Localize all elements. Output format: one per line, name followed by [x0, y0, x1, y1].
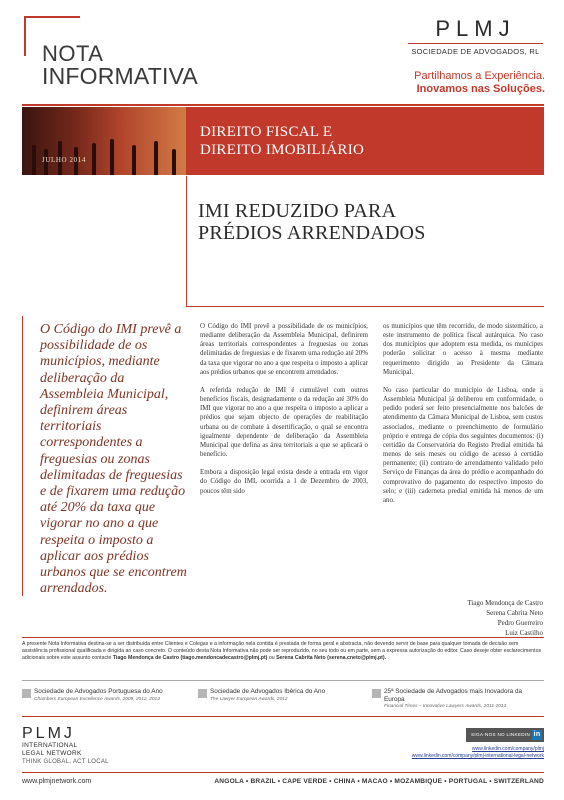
figure-silhouette	[92, 143, 96, 175]
body-column-2	[383, 322, 543, 514]
country-list: ANGOLA • BRAZIL • CAPE VERDE • CHINA • MACAO • MOZAMBIQUE • PORTUGAL • SWITZERLAND	[214, 778, 544, 785]
author-name: Luiz Castilho	[505, 629, 543, 637]
issue-date: JULHO 2014	[42, 156, 86, 164]
award-source: Financial Times – Innovative Lawyers Awards, 2011-2013	[384, 704, 507, 709]
network-logo[interactable]	[22, 726, 142, 765]
banner-photo	[22, 107, 186, 175]
figure-silhouette	[154, 141, 158, 175]
award-icon	[198, 689, 207, 698]
title-rule-left	[186, 176, 187, 307]
corner-rule-top	[24, 16, 80, 18]
tagline	[400, 70, 545, 96]
corner-rule-left	[24, 16, 26, 56]
banner-top-rule	[22, 104, 544, 106]
practice-area-line1: DIREITO FISCAL E	[200, 124, 333, 140]
award-item	[372, 688, 544, 711]
award-item	[198, 688, 366, 703]
footer-rule	[22, 637, 544, 638]
brand-rule	[408, 43, 543, 44]
award-source: Chambers European Excellence Awards, 2009, 2012, 2014	[34, 696, 160, 702]
figure-silhouette	[32, 145, 36, 175]
pull-quote-rule	[22, 316, 23, 596]
figure-silhouette	[132, 145, 136, 175]
brand-subtitle: SOCIEDADE DE ADVOGADOS, RL	[411, 47, 540, 56]
pull-quote: O Código do IMI prevê a possibilidade de os municípios, mediante deliberação da Assembleia Municipal, definirem áreas territoriais correspondentes a freguesias ou zonas delimitadas de freguesias e de fixarem uma redução até 20% da taxa que vigorar no ano a que respeita o imposto a aplicar aos prédios urbanos que se encontrem arrendados.	[40, 322, 187, 597]
article-title-line2: PRÉDIOS ARRENDADOS	[198, 222, 426, 244]
linkedin-link-company[interactable]: www.linkedin.com/company/plmj	[472, 746, 544, 752]
author-name: Serena Cabrita Neto	[486, 609, 543, 617]
network-letters: PLMJ	[22, 725, 75, 742]
paragraph: No caso particular do município de Lisboa, onde a Assembleia Municipal já deliberou em conformidade, o pedido poderá ser feito presencialmente nos balcões de atendimento da Câmara Municipal de Lisboa, sem custos associados, mediante o preenchimento de formulário próprio e entrega de cópia dos seguintes documentos: (i) certidão da Conservatória do Registo Predial emitida há menos de seis meses ou código de acesso à certidão permanente; (ii) contrato de arrendamento validado pelo Serviço de Finanças da área do prédio e acompanhado do comprovativo do pagamento do respectivo imposto do selo; e (iii) caderneta predial emitida há menos de um ano.	[383, 386, 543, 504]
practice-area-line2: DIREITO IMOBILIÁRIO	[200, 142, 365, 158]
figure-silhouette	[110, 139, 114, 175]
brand-letters: PLMJ	[435, 16, 516, 41]
award-title: 25ª Sociedade de Advogados mais Inovadora da Europa	[384, 688, 523, 703]
award-icon	[22, 689, 31, 698]
author-name: Tiago Mendonça de Castro	[467, 599, 543, 607]
award-icon	[372, 689, 381, 698]
author-name: Pedro Guerreiro	[497, 619, 543, 627]
social-links	[340, 746, 544, 760]
award-title: Sociedade de Advogados Ibérica do Ano	[210, 688, 326, 695]
nota-title-line2: INFORMATIVA	[42, 63, 198, 89]
nota-title-line1: NOTA	[42, 41, 104, 66]
network-tagline: THINK GLOBAL, ACT LOCAL	[22, 759, 109, 765]
paragraph: A referida redução de IMI é cumulável com outros benefícios fiscais, designadamente o da redução até 30% do IMI que vigorar no ano a que respeita o imposto a aplicar a prédios que sejam objecto de operações de reabilitação urbana ou de combate à desertificação, o qual se encontra igualmente dependente de deliberação da Assembleia Municipal que defina as área territoriais a que se aplicará o benefício.	[200, 386, 368, 459]
awards-bottom-rule	[22, 716, 544, 717]
article-title-line1: IMI REDUZIDO PARA	[198, 200, 397, 222]
network-line1: INTERNATIONAL	[22, 742, 78, 749]
disclaimer	[22, 641, 544, 662]
award-source: The Lawyer European Awards, 2012	[210, 696, 288, 702]
article-title	[198, 200, 518, 244]
awards-rule	[22, 680, 544, 681]
disclaimer-text: A presente Nota Informativa destina-se a ser distribuída entre Clientes e Colegas e a informação nela contida é prestada de forma geral e abstracta, não devendo servir de base para qualquer tomada de decisão sem assistência profissional qualificada e dirigida ao caso concreto. O conteúdo desta Nota Informativa não pode ser reproduzido, no seu todo ou em parte, sem a expressa autorização do editor. Caso deseje obter esclarecimentos adicionais sobre este assunto contacte	[22, 641, 542, 661]
figure-silhouette	[172, 149, 176, 175]
paragraph: os municípios que têm recorrido, de modo sistemático, a este instrumento de política fiscal autárquica. No caso dos municípios que adoptem esta medida, os munícipes poderão solicitar o acesso à mesma mediante requerimento dirigido ao Presidente da Câmara Municipal.	[383, 323, 543, 376]
author-list	[383, 598, 543, 638]
contact-link-2[interactable]: Serena Cabrita Neto (serena.cneto@plmj.pt).	[276, 655, 387, 661]
tagline-line2: Inovamos nas Soluções.	[416, 83, 545, 95]
contact-link-1[interactable]: Tiago Mendonça de Castro (tiago.mendoncadecastro@plmj.pt)	[112, 655, 268, 661]
linkedin-button[interactable]	[466, 728, 544, 742]
linkedin-label: SIGA-NOS NO LINKEDIN	[471, 732, 531, 737]
title-rule-bottom	[186, 306, 544, 307]
plmj-logo[interactable]	[408, 18, 543, 56]
tagline-line1: Partilhamos a Experiência.	[414, 70, 545, 82]
network-line2: LEGAL NETWORK	[22, 749, 82, 757]
website-link[interactable]: www.plmjnetwork.com	[22, 778, 92, 785]
linkedin-icon: in	[533, 731, 541, 738]
body-column-1	[200, 322, 368, 505]
linkedin-link-network[interactable]: www.linkedin.com/company/plmj-international-legal-network	[411, 753, 544, 759]
disclaimer-ou: ou	[267, 655, 277, 661]
award-item	[22, 688, 190, 703]
paragraph: Embora a disposição legal exista desde a entrada em vigor do Código do IMI, ocorrida a 1 de Dezembro de 2003, poucos têm sido	[200, 469, 368, 495]
practice-area-title	[200, 123, 364, 159]
paragraph: O Código do IMI prevê a possibilidade de os municípios, mediante deliberação da Assembleia Municipal, definirem áreas territoriais correspondentes a freguesias ou zonas delimitadas de freguesias e de fixarem uma redução até 20% da taxa que vigorar no ano a que respeita o imposto a aplicar aos prédios urbanos que se encontrem arrendados.	[200, 323, 368, 376]
bottom-rule	[22, 772, 544, 773]
award-title: Sociedade de Advogados Portuguesa do Ano	[34, 688, 163, 695]
